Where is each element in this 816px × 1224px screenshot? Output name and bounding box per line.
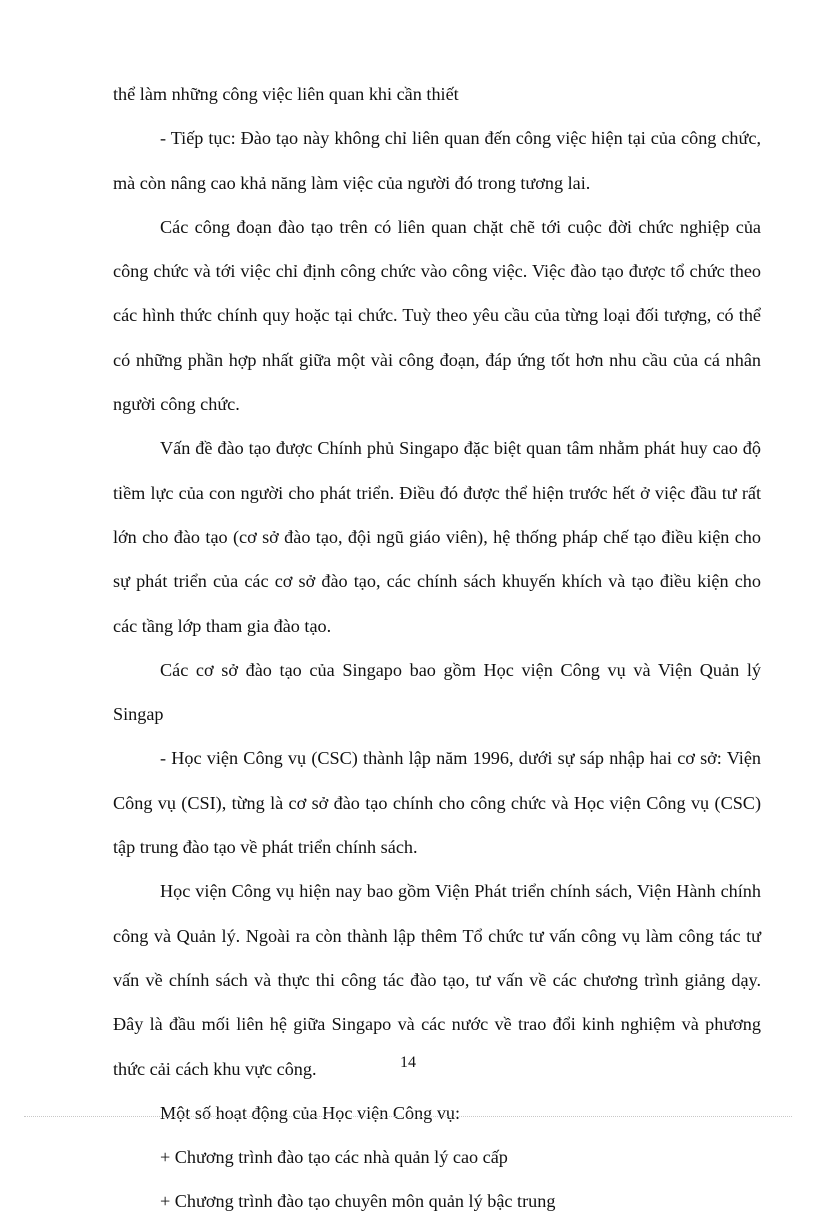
paragraph-activities-heading: Một số hoạt động của Học viện Công vụ: [160, 1102, 461, 1123]
page-bottom-divider [24, 1116, 792, 1117]
body-text [113, 72, 761, 1224]
paragraph-continuation: thể làm những công việc liên quan khi cần thiết [113, 84, 459, 104]
paragraph-csc-founding: - Học viện Công vụ (CSC) thành lập năm 1996, dưới sự sáp nhập hai cơ sở: Viện Công vụ (CSI), từng là cơ sở đào tạo chính cho công chức và Học viện Công vụ (CSC) tập trung đào tạo về phát triển chính sách. [113, 748, 761, 858]
list-item: + Chương trình đào tạo chuyên môn quản lý bậc trung [160, 1191, 556, 1212]
page-number: 14 [400, 1054, 416, 1071]
paragraph-government-priority: Vấn đề đào tạo được Chính phủ Singapo đặc biệt quan tâm nhằm phát huy cao độ tiềm lực của con người cho phát triển. Điều đó được thể hiện trước hết ở việc đầu tư rất lớn cho đào tạo (cơ sở đào tạo, đội ngũ giáo viên), hệ thống pháp chế tạo điều kiện cho sự phát triển của các cơ sở đào tạo, các chính sách khuyến khích và tạo điều kiện cho các tầng lớp tham gia đào tạo. [113, 438, 761, 636]
list-item: + Chương trình đào tạo các nhà quản lý cao cấp [160, 1147, 508, 1168]
paragraph-continuous-training: - Tiếp tục: Đào tạo này không chỉ liên quan đến công việc hiện tại của công chức, mà còn nâng cao khả năng làm việc của người đó trong tương lai. [113, 128, 761, 193]
paragraph-csc-structure: Học viện Công vụ hiện nay bao gồm Viện Phát triển chính sách, Viện Hành chính công và Quản lý. Ngoài ra còn thành lập thêm Tổ chức tư vấn công vụ làm công tác tư vấn về chính sách và thực thi công tác đào tạo, tư vấn về các chương trình giảng dạy. Đây là đầu mối liên hệ giữa Singapo và các nước về trao đổi kinh nghiệm và phương thức cải cách khu vực công. [113, 881, 761, 1079]
paragraph-training-stages: Các công đoạn đào tạo trên có liên quan chặt chẽ tới cuộc đời chức nghiệp của công chức và tới việc chỉ định công chức vào công việc. Việc đào tạo được tổ chức theo các hình thức chính quy hoặc tại chức. Tuỳ theo yêu cầu của từng loại đối tượng, có thể có những phần hợp nhất giữa một vài công đoạn, đáp ứng tốt hơn nhu cầu của cá nhân người công chức. [113, 216, 761, 415]
paragraph-training-institutions: Các cơ sở đào tạo của Singapo bao gồm Học viện Công vụ và Viện Quản lý Singap [113, 659, 761, 725]
